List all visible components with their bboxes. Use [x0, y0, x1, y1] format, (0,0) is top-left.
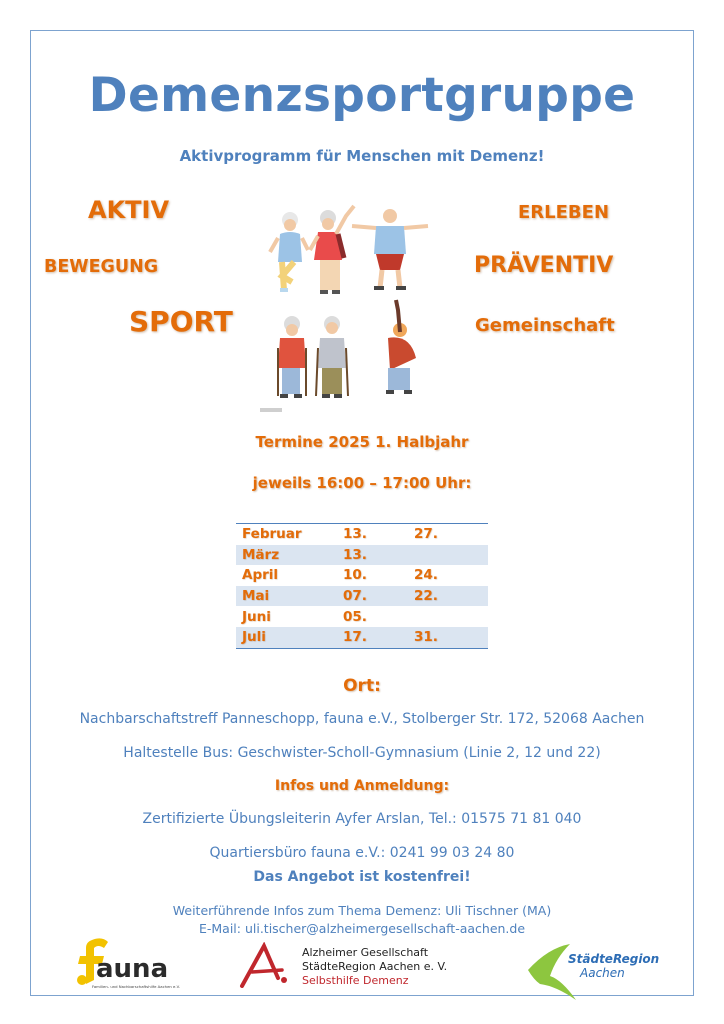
month-cell: April: [242, 567, 279, 584]
senior-man-walking-sticks-figure: [316, 316, 348, 398]
further-info: Weiterführende Infos zum Thema Demenz: Uli Tischner (MA): [172, 903, 552, 918]
time-line: jeweils 16:00 – 17:00 Uhr:: [252, 474, 472, 492]
month-cell: Juni: [242, 608, 271, 625]
senior-man-arms-out-figure: [352, 209, 428, 290]
date-cell: 27.: [414, 526, 438, 543]
seniors-exercising-illustration: [250, 198, 450, 414]
staedteregion-logo-line1: StädteRegion: [568, 952, 660, 966]
fauna-logo-text: auna: [96, 954, 169, 984]
keyword-praeventiv: PRÄVENTIV: [474, 253, 614, 278]
date-cell: 05.: [343, 608, 367, 625]
date-cell: [408, 545, 488, 566]
keyword-bewegung: BEWEGUNG: [44, 257, 159, 277]
ort-address: Nachbarschaftstreff Panneschopp, fauna e.V., Stolberger Str. 172, 52068 Aachen: [79, 711, 645, 727]
table-row: [236, 524, 488, 545]
fauna-logo-tagline: Familien- und Nachbarschaftshilfe Aachen e.V.: [92, 984, 180, 989]
date-cell: 24.: [414, 567, 438, 584]
image-credit-mark: [260, 408, 282, 412]
alzheimer-logo: [238, 942, 458, 992]
ort-bus-stop: Haltestelle Bus: Geschwister-Scholl-Gymnasium (Linie 2, 12 und 22): [123, 745, 601, 761]
date-cell: 13.: [343, 526, 367, 543]
senior-woman-balance-figure: [270, 212, 308, 292]
ort-heading: Ort:: [343, 676, 381, 696]
alzheimer-logo-line1: Alzheimer Gesellschaft: [302, 946, 429, 959]
keyword-gemeinschaft: Gemeinschaft: [475, 315, 615, 336]
staedteregion-logo: [526, 940, 660, 1002]
email-contact: E-Mail: uli.tischer@alzheimergesellschaft-aachen.de: [198, 921, 526, 936]
termine-heading: Termine 2025 1. Halbjahr: [255, 433, 469, 451]
staedteregion-logo-line2: Aachen: [580, 966, 625, 980]
alzheimer-a-mark-icon: [238, 942, 296, 988]
date-cell: 17.: [337, 627, 408, 648]
senior-woman-walking-sticks-figure: [278, 316, 306, 398]
keyword-sport: SPORT: [129, 305, 233, 338]
keyword-aktiv: AKTIV: [88, 196, 170, 224]
table-row: [236, 565, 488, 586]
date-cell: [408, 606, 488, 627]
month-cell: Februar: [242, 526, 302, 543]
free-offer-note: Das Angebot ist kostenfrei!: [253, 869, 471, 885]
table-row: [236, 606, 488, 627]
table-row: [236, 627, 488, 648]
month-cell: Juli: [236, 627, 337, 648]
date-cell: 07.: [337, 586, 408, 607]
office-contact: Quartiersbüro fauna e.V.: 0241 99 03 24 80: [209, 845, 515, 861]
table-row: [236, 586, 488, 607]
alzheimer-logo-line2: StädteRegion Aachen e. V.: [302, 960, 448, 973]
table-row: [236, 545, 488, 566]
dates-table: [236, 523, 488, 649]
subtitle: Aktivprogramm für Menschen mit Demenz!: [179, 147, 545, 165]
date-cell: 10.: [343, 567, 367, 584]
infos-heading: Infos und Anmeldung:: [274, 778, 450, 794]
staedteregion-swoosh-icon: [526, 940, 586, 1002]
month-cell: Mai: [236, 586, 337, 607]
page-title: Demenzsportgruppe: [88, 68, 636, 123]
senior-woman-stretch-figure: [310, 206, 354, 294]
keyword-erleben: ERLEBEN: [518, 202, 610, 223]
alzheimer-logo-line3: Selbsthilfe Demenz: [302, 974, 409, 987]
trainer-contact: Zertifizierte Übungsleiterin Ayfer Arslan, Tel.: 01575 71 81 040: [142, 811, 582, 827]
month-cell: März: [236, 545, 337, 566]
date-cell: 31.: [408, 627, 488, 648]
senior-woman-side-stretch-figure: [386, 300, 416, 394]
date-cell: 13.: [337, 545, 408, 566]
date-cell: 22.: [408, 586, 488, 607]
fauna-logo: [72, 936, 192, 992]
